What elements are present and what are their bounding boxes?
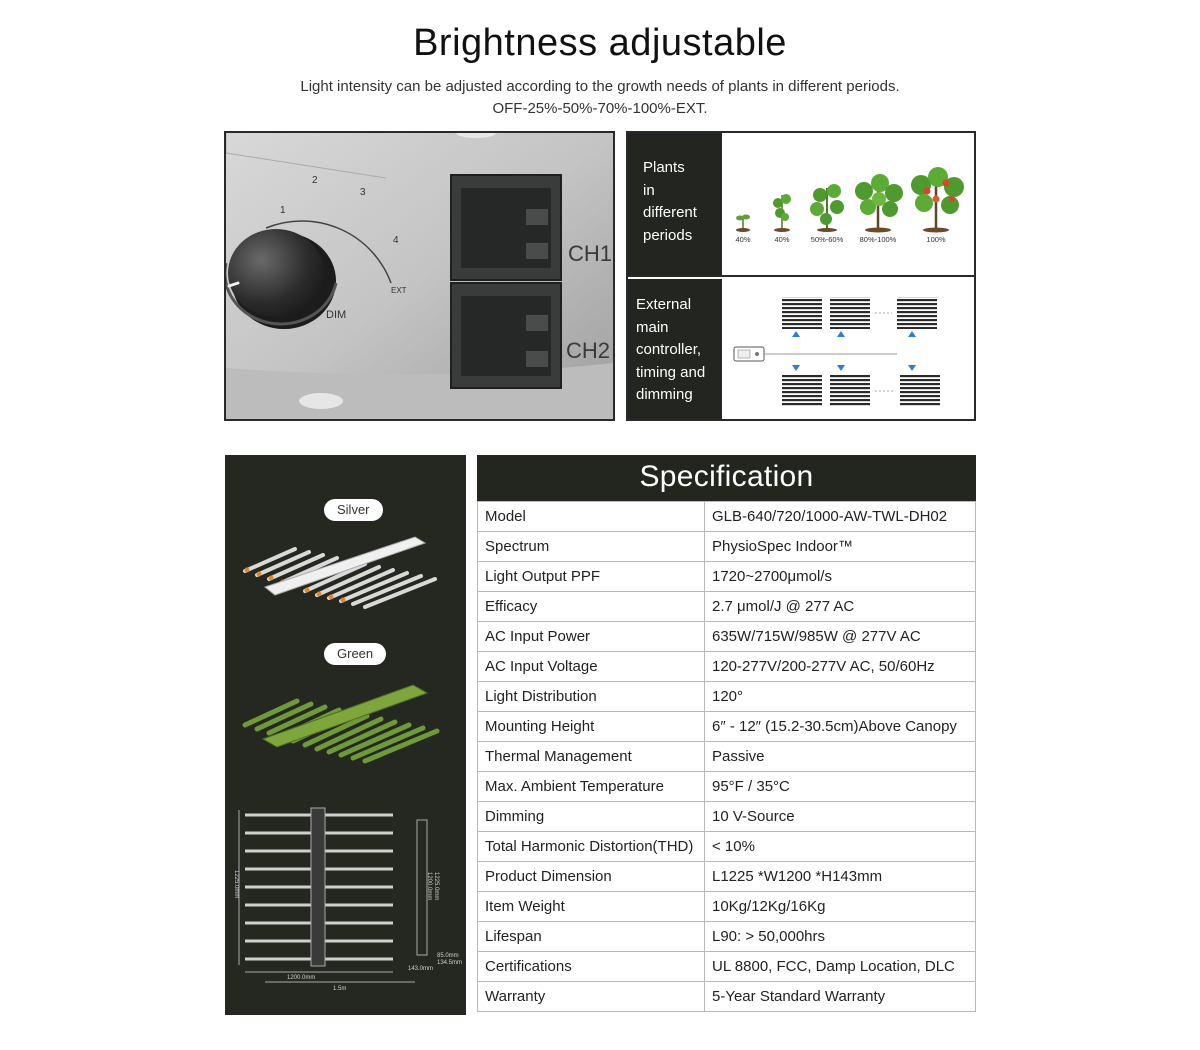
controller-diagram [722, 279, 974, 419]
spec-key: Item Weight [478, 892, 705, 922]
spec-row [478, 982, 976, 1012]
spec-value: 635W/715W/985W @ 277V AC [705, 622, 976, 652]
controller-label-line: main [636, 318, 669, 336]
controller-device-icon [734, 347, 764, 361]
specification-table [477, 455, 976, 1012]
spec-value: 5-Year Standard Warranty [705, 982, 976, 1012]
dim-a: 85.0mm [437, 953, 459, 959]
rj45-port-ch1 [451, 175, 561, 280]
spec-key: Product Dimension [478, 862, 705, 892]
feature-panel [626, 131, 976, 421]
spec-value: GLB-640/720/1000-AW-TWL-DH02 [705, 502, 976, 532]
controller-label-line: controller, [636, 341, 702, 358]
spec-value: 2.7 μmol/J @ 277 AC [705, 592, 976, 622]
spec-row [478, 832, 976, 862]
dimension-drawing [225, 800, 466, 995]
stage-label-5: 100% [926, 235, 946, 244]
plant-periods-label-line: in [643, 181, 655, 199]
down-arrow-icon [837, 365, 845, 371]
spec-value: L90: > 50,000hrs [705, 922, 976, 952]
controller-label-line: External [636, 296, 692, 313]
spec-key: Certifications [478, 952, 705, 982]
plant-stage-4-icon [855, 174, 903, 233]
spec-key: Light Distribution [478, 682, 705, 712]
dim-width: 1200.0mm [287, 975, 316, 981]
spec-value: 120-277V/200-277V AC, 50/60Hz [705, 652, 976, 682]
down-arrow-icon [908, 365, 916, 371]
spec-key: Model [478, 502, 705, 532]
dim-b: 134.5mm [437, 960, 463, 966]
plant-periods-label-line: periods [643, 226, 693, 244]
product-variants-panel [225, 455, 466, 1015]
variant-pill-green: Green [324, 643, 386, 665]
fixture-bottom-3 [900, 375, 940, 407]
dim-cable: 1.5m [333, 986, 347, 992]
subtitle-line-2: OFF-25%-50%-70%-100%-EXT. [492, 100, 708, 117]
controller-label [628, 279, 722, 419]
spec-key: Thermal Management [478, 742, 705, 772]
spec-value: 95°F / 35°C [705, 772, 976, 802]
spec-value: UL 8800, FCC, Damp Location, DLC [705, 952, 976, 982]
ch2-label: CH2 [566, 338, 611, 363]
fixture-top-1 [782, 297, 822, 329]
spec-row [478, 742, 976, 772]
spec-value: 1720~2700μmol/s [705, 562, 976, 592]
rj45-port-ch2 [451, 283, 561, 388]
spec-value: Passive [705, 742, 976, 772]
dial-mark-3: 3 [360, 187, 366, 198]
plant-stage-2-icon [773, 194, 791, 232]
spec-row [478, 652, 976, 682]
spec-key: Total Harmonic Distortion(THD) [478, 832, 705, 862]
silver-fixture-image [225, 525, 466, 615]
dim-label: DIM [326, 309, 347, 321]
spec-row [478, 952, 976, 982]
dial-mark-1: 1 [280, 205, 286, 216]
spec-row [478, 502, 976, 532]
green-fixture-image [225, 669, 466, 769]
up-arrow-icon [837, 331, 845, 337]
controller-label-line: timing and [636, 363, 706, 381]
stage-label-3: 50%-60% [810, 235, 844, 244]
spec-row [478, 562, 976, 592]
subtitle-line-1: Light intensity can be adjusted according to the growth needs of plants in different periods. [300, 78, 900, 95]
spec-value: 120° [705, 682, 976, 712]
dial-mark-4: 4 [393, 235, 399, 246]
plant-periods-label [628, 133, 722, 275]
dim-length: 1225.0mm [233, 870, 239, 899]
dial-mark-ext: EXT [391, 286, 407, 295]
spec-key: Warranty [478, 982, 705, 1012]
spec-row [478, 682, 976, 712]
page-subtitle [0, 76, 1200, 120]
dim-side-inner: 1200.0mm [426, 872, 432, 901]
spec-key: Light Output PPF [478, 562, 705, 592]
up-arrow-icon [792, 331, 800, 337]
spec-value: L1225 *W1200 *H143mm [705, 862, 976, 892]
plant-periods-label-line: Plants [643, 159, 685, 176]
plant-stage-5-icon [911, 167, 964, 233]
spec-key: Lifespan [478, 922, 705, 952]
plant-stage-3-icon [810, 184, 844, 232]
dimmer-knob-photo [224, 131, 615, 421]
spec-row [478, 802, 976, 832]
stage-label-2: 40% [774, 235, 790, 244]
variant-pill-silver: Silver [324, 499, 383, 521]
fixture-top-2 [830, 297, 870, 329]
stage-label-1: 40% [735, 235, 751, 244]
spec-key: AC Input Voltage [478, 652, 705, 682]
plant-periods-label-line: different [643, 204, 697, 221]
ch1-label: CH1 [568, 241, 613, 266]
plant-periods-row [628, 133, 974, 277]
spec-key: AC Input Power [478, 622, 705, 652]
fixture-bottom-2 [830, 375, 870, 407]
dim-side-depth: 143.0mm [408, 966, 434, 972]
spec-key: Spectrum [478, 532, 705, 562]
spec-key: Max. Ambient Temperature [478, 772, 705, 802]
controller-label-line: dimming [636, 386, 693, 403]
page-title: Brightness adjustable [413, 22, 787, 64]
spec-key: Efficacy [478, 592, 705, 622]
down-arrow-icon [792, 365, 800, 371]
spec-value: PhysioSpec Indoor™ [705, 532, 976, 562]
spec-row [478, 712, 976, 742]
spec-value: 10 V-Source [705, 802, 976, 832]
fixture-top-3 [897, 297, 937, 329]
controller-row [628, 279, 974, 419]
spec-row [478, 592, 976, 622]
plant-growth-graphic [722, 133, 974, 275]
spec-key: Mounting Height [478, 712, 705, 742]
fixture-bottom-1 [782, 375, 822, 407]
spec-key: Dimming [478, 802, 705, 832]
spec-row [478, 862, 976, 892]
up-arrow-icon [908, 331, 916, 337]
spec-row [478, 772, 976, 802]
spec-row [478, 922, 976, 952]
spec-value: 10Kg/12Kg/16Kg [705, 892, 976, 922]
stage-label-4: 80%-100% [859, 235, 897, 244]
plant-stage-1-icon [736, 215, 750, 233]
spec-row [478, 892, 976, 922]
spec-value: 6″ - 12″ (15.2-30.5cm)Above Canopy [705, 712, 976, 742]
spec-row [478, 622, 976, 652]
dim-side-height: 1225.0mm [433, 872, 439, 901]
spec-value: < 10% [705, 832, 976, 862]
dial-mark-2: 2 [312, 175, 318, 186]
spec-row [478, 532, 976, 562]
spec-title: Specification [477, 455, 976, 501]
